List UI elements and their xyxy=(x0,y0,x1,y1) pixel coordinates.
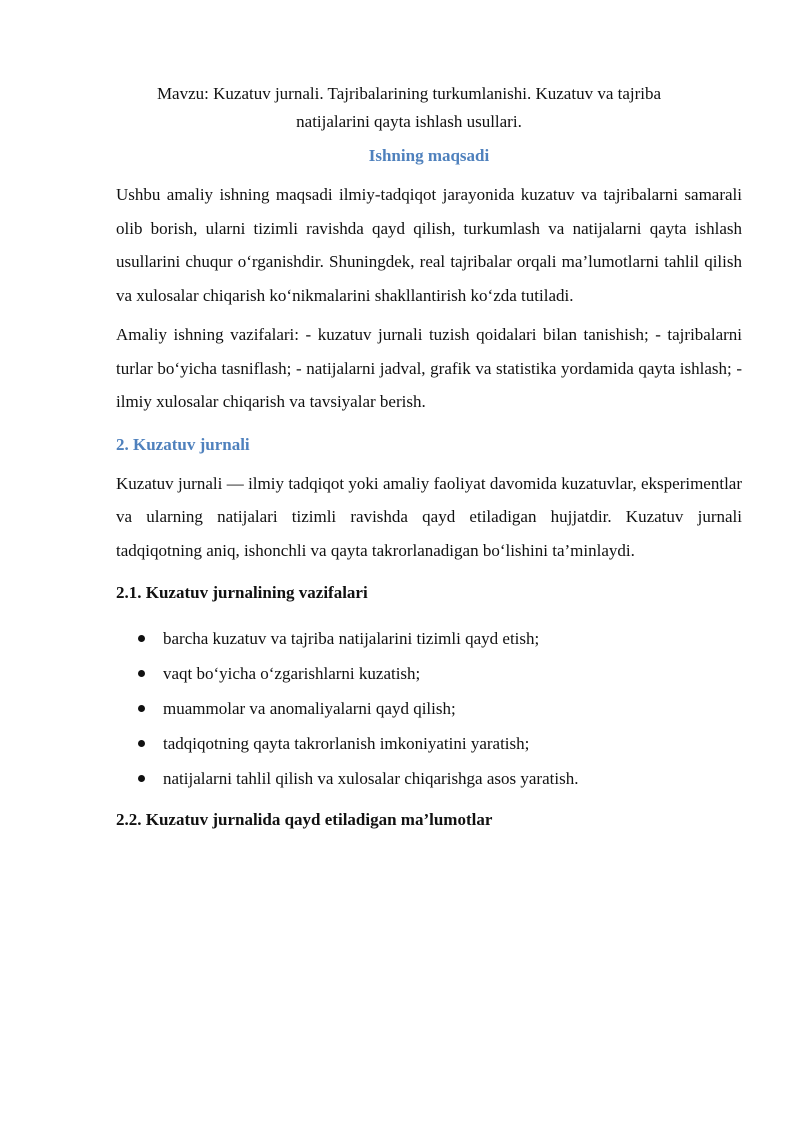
purpose-paragraph: Ushbu amaliy ishning maqsadi ilmiy-tadqiqot jarayonida kuzatuv va tajribalarni samarali olib borish, ularni tizimli ravishda qayd qilish, turkumlash va natijalarni qayta ishlash usullarini chuqur o‘rganishdir. Shuningdek, real tajribalar orqali ma’lumotlarni tahlil qilish va xulosalar chiqarish ko‘nikmalarini shakllantirish ko‘zda tutiladi. xyxy=(116,185,742,305)
list-item-text: barcha kuzatuv va tajriba natijalarini tizimli qayd etish; xyxy=(163,629,540,648)
list-item xyxy=(138,656,742,691)
bullet-icon xyxy=(138,740,145,747)
title-line-1: Mavzu: Kuzatuv jurnali. Tajribalarining turkumlanishi. Kuzatuv va tajriba xyxy=(156,84,662,103)
title-line-2: natijalarini qayta ishlash usullari. xyxy=(296,112,522,131)
purpose-heading: Ishning maqsadi xyxy=(368,146,490,165)
document-title xyxy=(116,80,742,136)
list-item xyxy=(138,726,742,761)
list-item xyxy=(138,761,742,796)
list-item-text: tadqiqotning qayta takrorlanish imkoniyatini yaratish; xyxy=(163,734,530,753)
list-item-text: vaqt bo‘yicha o‘zgarishlarni kuzatish; xyxy=(163,664,421,683)
section-2-1-list xyxy=(116,621,742,796)
list-item xyxy=(138,621,742,656)
bullet-icon xyxy=(138,670,145,677)
bullet-icon xyxy=(138,775,145,782)
list-item-text: muammolar va anomaliyalarni qayd qilish; xyxy=(163,699,456,718)
bullet-icon xyxy=(138,705,145,712)
list-item-text: natijalarni tahlil qilish va xulosalar chiqarishga asos yaratish. xyxy=(163,769,579,788)
bullet-icon xyxy=(138,635,145,642)
section-2-heading: 2. Kuzatuv jurnali xyxy=(116,434,250,454)
section-2-1-heading: 2.1. Kuzatuv jurnalining vazifalari xyxy=(116,583,368,602)
section-2-paragraph: Kuzatuv jurnali — ilmiy tadqiqot yoki amaliy faoliyat davomida kuzatuvlar, eksperimentlar va ularning natijalari tizimli ravishda qayd etiladigan hujjatdir. Kuzatuv jurnali tadqiqotning aniq, ishonchli va qayta takrorlanadigan bo‘lishini ta’minlaydi. xyxy=(116,473,742,560)
section-2-2-heading: 2.2. Kuzatuv jurnalida qayd etiladigan ma’lumotlar xyxy=(116,810,493,829)
list-item xyxy=(138,691,742,726)
tasks-paragraph: Amaliy ishning vazifalari: - kuzatuv jurnali tuzish qoidalari bilan tanishish; - tajribalarni turlar bo‘yicha tasniflash; - natijalarni jadval, grafik va statistika yordamida qayta ishlash; - ilmiy xulosalar chiqarish va tavsiyalar berish. xyxy=(116,325,742,411)
